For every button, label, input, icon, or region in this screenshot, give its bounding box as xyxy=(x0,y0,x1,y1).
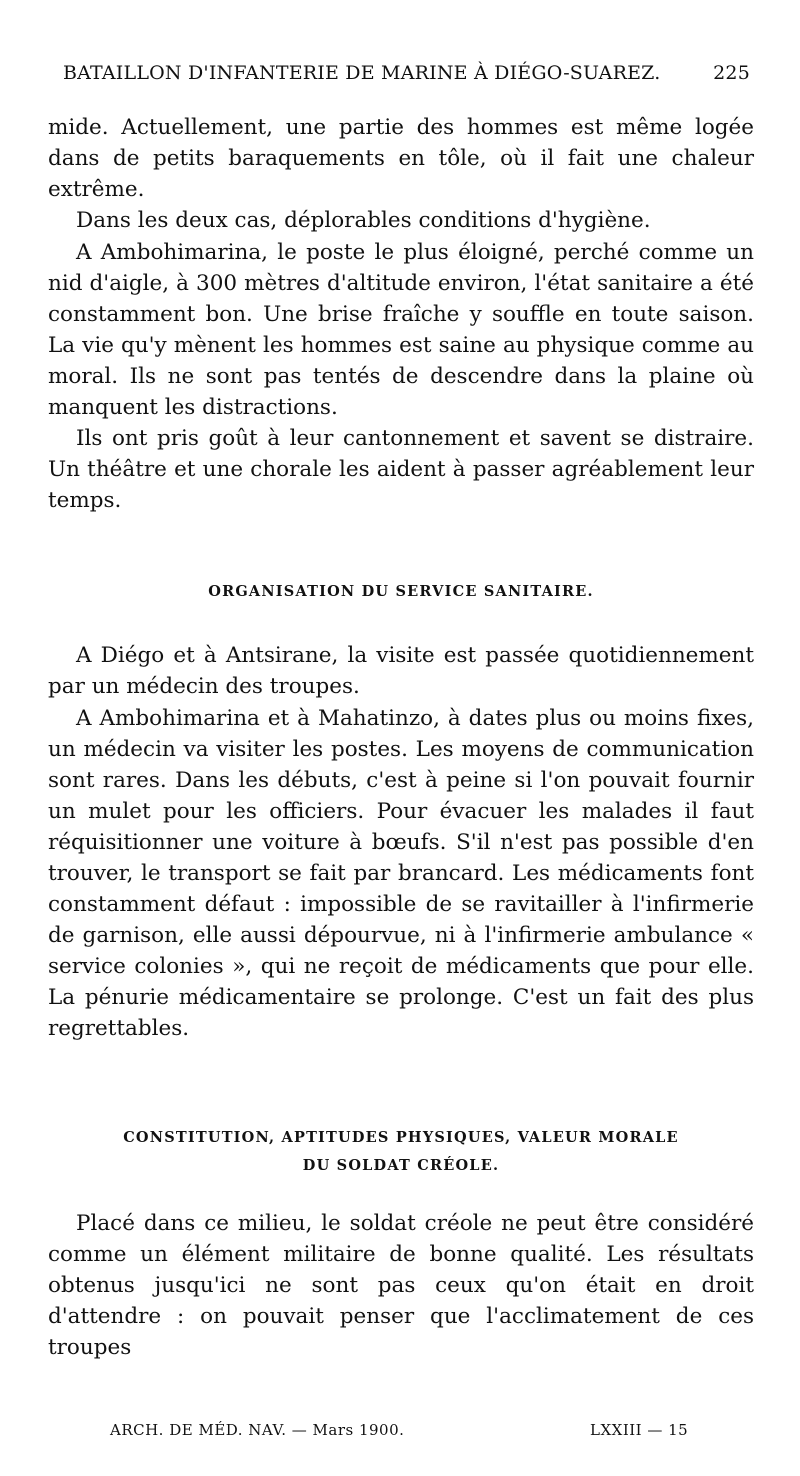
page-number: 225 xyxy=(713,62,750,84)
section-heading-soldat-creole-line2: DU SOLDAT CRÉOLE. xyxy=(302,1157,500,1174)
paragraph-ambohimarina: A Ambohimarina, le poste le plus éloigné, perché comme un nid d'aigle, à 300 mètres d'altitude environ, l'état sanitaire a été constamment bon. Une brise fraîche y souffle en toute saison. La vie qu'y mènent les hommes est saine au physique comme au moral. Ils ne sont pas tentés de descendre dans la plaine où manquent les distractions. xyxy=(48,240,754,420)
footer-signature-mark: LXXIII — 15 xyxy=(590,1421,689,1439)
paragraph-continuation: mide. Actuellement, une partie des hommes est même logée dans de petits baraquements en tôle, où il fait une chaleur extrême. xyxy=(48,115,754,202)
footer-journal-reference: ARCH. DE MÉD. NAV. — Mars 1900. xyxy=(110,1421,405,1439)
running-title: BATAILLON D'INFANTERIE DE MARINE À DIÉGO-SUAREZ. xyxy=(63,62,661,84)
paragraph-medicaments: A Ambohimarina et à Mahatinzo, à dates plus ou moins fixes, un médecin va visiter les postes. Les moyens de communication sont rares. Dans les débuts, c'est à peine si l'on pouvait fournir un mulet pour les officiers. Pour évacuer les malades il faut réquisitionner une voiture à bœufs. S'il n'est pas possible d'en trouver, le transport se fait par brancard. Les médicaments font constamment défaut : impossible de se ravitailler à l'infirmerie de garnison, elle aussi dépourvue, ni à l'infirmerie ambulance « service colonies », qui ne reçoit de médicaments que pour elle. La pénurie médicamentaire se prolonge. C'est un fait des plus regrettables. xyxy=(48,706,754,1041)
paragraph-hygiene: Dans les deux cas, déplorables conditions d'hygiène. xyxy=(76,208,651,233)
paragraph-diego-visite: A Diégo et à Antsirane, la visite est passée quotidiennement par un médecin des troupes. xyxy=(48,643,754,699)
paragraph-soldat-creole: Placé dans ce milieu, le soldat créole ne peut être considéré comme un élément militaire de bonne qualité. Les résultats obtenus jusqu'ici ne sont pas ceux qu'on était en droit d'attendre : on pouvait penser que l'acclimatement de ces troupes xyxy=(48,1211,754,1360)
paragraph-cantonnement: Ils ont pris goût à leur cantonnement et savent se distraire. Un théâtre et une chorale les aident à passer agréablement leur temps. xyxy=(48,426,754,513)
section-heading-soldat-creole-line1: CONSTITUTION, APTITUDES PHYSIQUES, VALEUR MORALE xyxy=(123,1129,679,1146)
section-heading-service-sanitaire: ORGANISATION DU SERVICE SANITAIRE. xyxy=(208,583,594,600)
